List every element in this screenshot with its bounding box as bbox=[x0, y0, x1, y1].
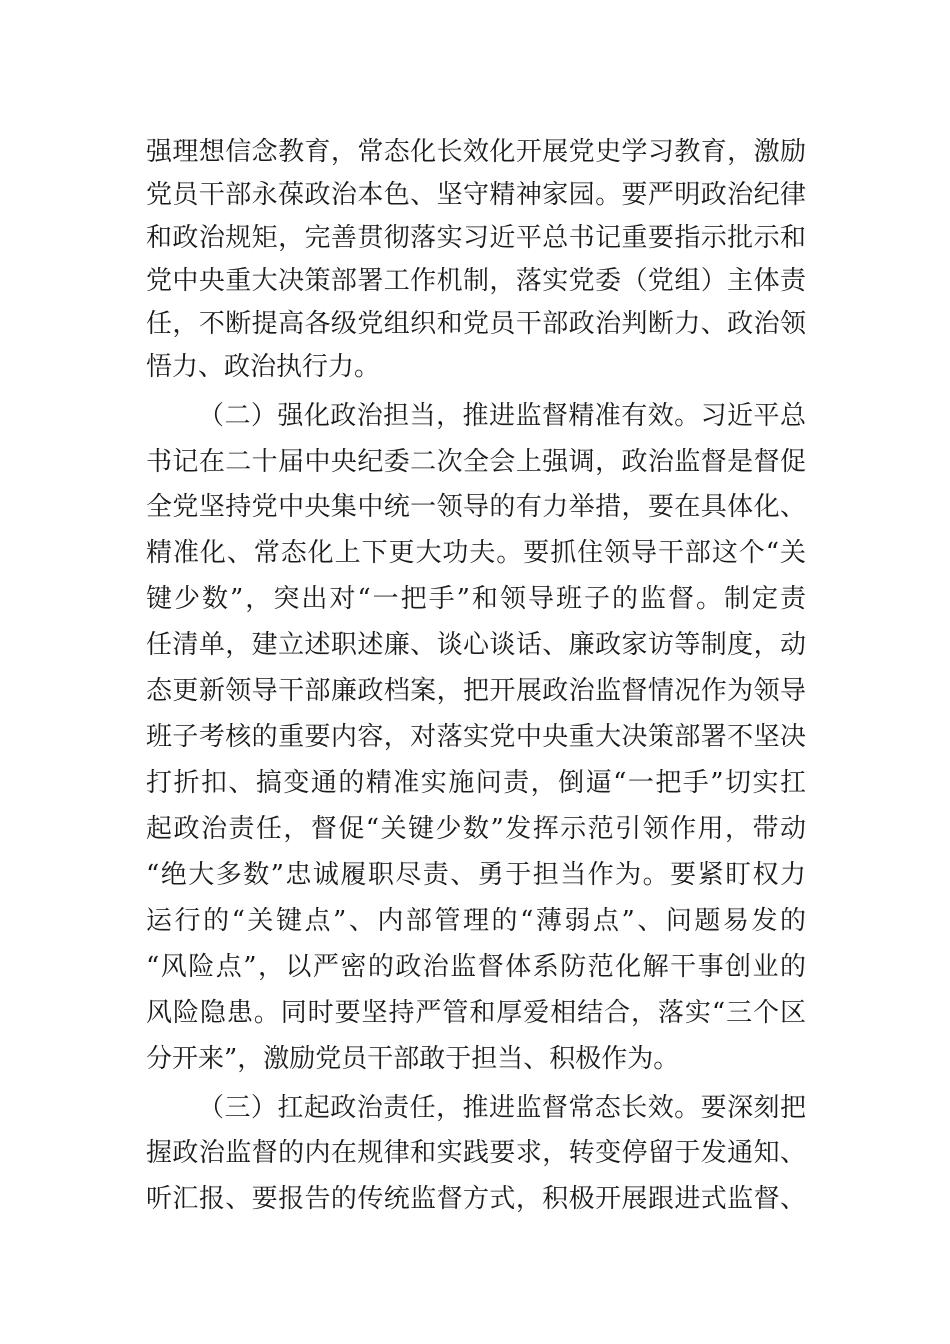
text-line: 悟力、政治执行力。 bbox=[146, 352, 381, 382]
text-line: 精准化、常态化上下更大功夫。要抓住领导干部这个“关 bbox=[146, 538, 806, 568]
text-line: 分开来”，激励党员干部敢于担当、积极作为。 bbox=[146, 1044, 680, 1074]
text-line: 听汇报、要报告的传统监督方式，积极开展跟进式监督、 bbox=[146, 1184, 806, 1214]
text-line: 任，不断提高各级党组织和党员干部政治判断力、政治领 bbox=[146, 309, 806, 339]
text-line: 键少数”，突出对“一把手”和领导班子的监督。制定责 bbox=[146, 584, 806, 614]
paragraph-heading-line: （二）强化政治担当，推进监督精准有效。习近平总 bbox=[198, 401, 806, 431]
text-line: 全党坚持党中央集中统一领导的有力举措，要在具体化、 bbox=[146, 492, 806, 522]
text-line: 班子考核的重要内容，对落实党中央重大决策部署不坚决 bbox=[146, 722, 806, 752]
text-line: 起政治责任，督促“关键少数”发挥示范引领作用，带动 bbox=[146, 814, 806, 844]
text-line: 运行的“关键点”、内部管理的“薄弱点”、问题易发的 bbox=[146, 906, 806, 936]
text-line: 强理想信念教育，常态化长效化开展党史学习教育，激励 bbox=[146, 137, 806, 167]
text-line: 书记在二十届中央纪委二次全会上强调，政治监督是督促 bbox=[146, 447, 806, 477]
text-line: 任清单，建立述职述廉、谈心谈话、廉政家访等制度，动 bbox=[146, 630, 806, 660]
paragraph-heading-line: （三）扛起政治责任，推进监督常态长效。要深刻把 bbox=[198, 1093, 806, 1123]
text-line: 握政治监督的内在规律和实践要求，转变停留于发通知、 bbox=[146, 1138, 806, 1168]
text-line: 党中央重大决策部署工作机制，落实党委（党组）主体责 bbox=[146, 266, 806, 296]
text-line: 打折扣、搞变通的精准实施问责，倒逼“一把手”切实扛 bbox=[146, 768, 806, 798]
text-line: 党员干部永葆政治本色、坚守精神家园。要严明政治纪律 bbox=[146, 180, 806, 210]
text-line: 和政治规矩，完善贯彻落实习近平总书记重要指示批示和 bbox=[146, 223, 806, 253]
text-line: “绝大多数”忠诚履职尽责、勇于担当作为。要紧盯权力 bbox=[146, 860, 806, 890]
text-line: 态更新领导干部廉政档案，把开展政治监督情况作为领导 bbox=[146, 676, 806, 706]
text-line: “风险点”，以严密的政治监督体系防范化解干事创业的 bbox=[146, 952, 806, 982]
text-line: 风险隐患。同时要坚持严管和厚爱相结合，落实“三个区 bbox=[146, 998, 806, 1028]
